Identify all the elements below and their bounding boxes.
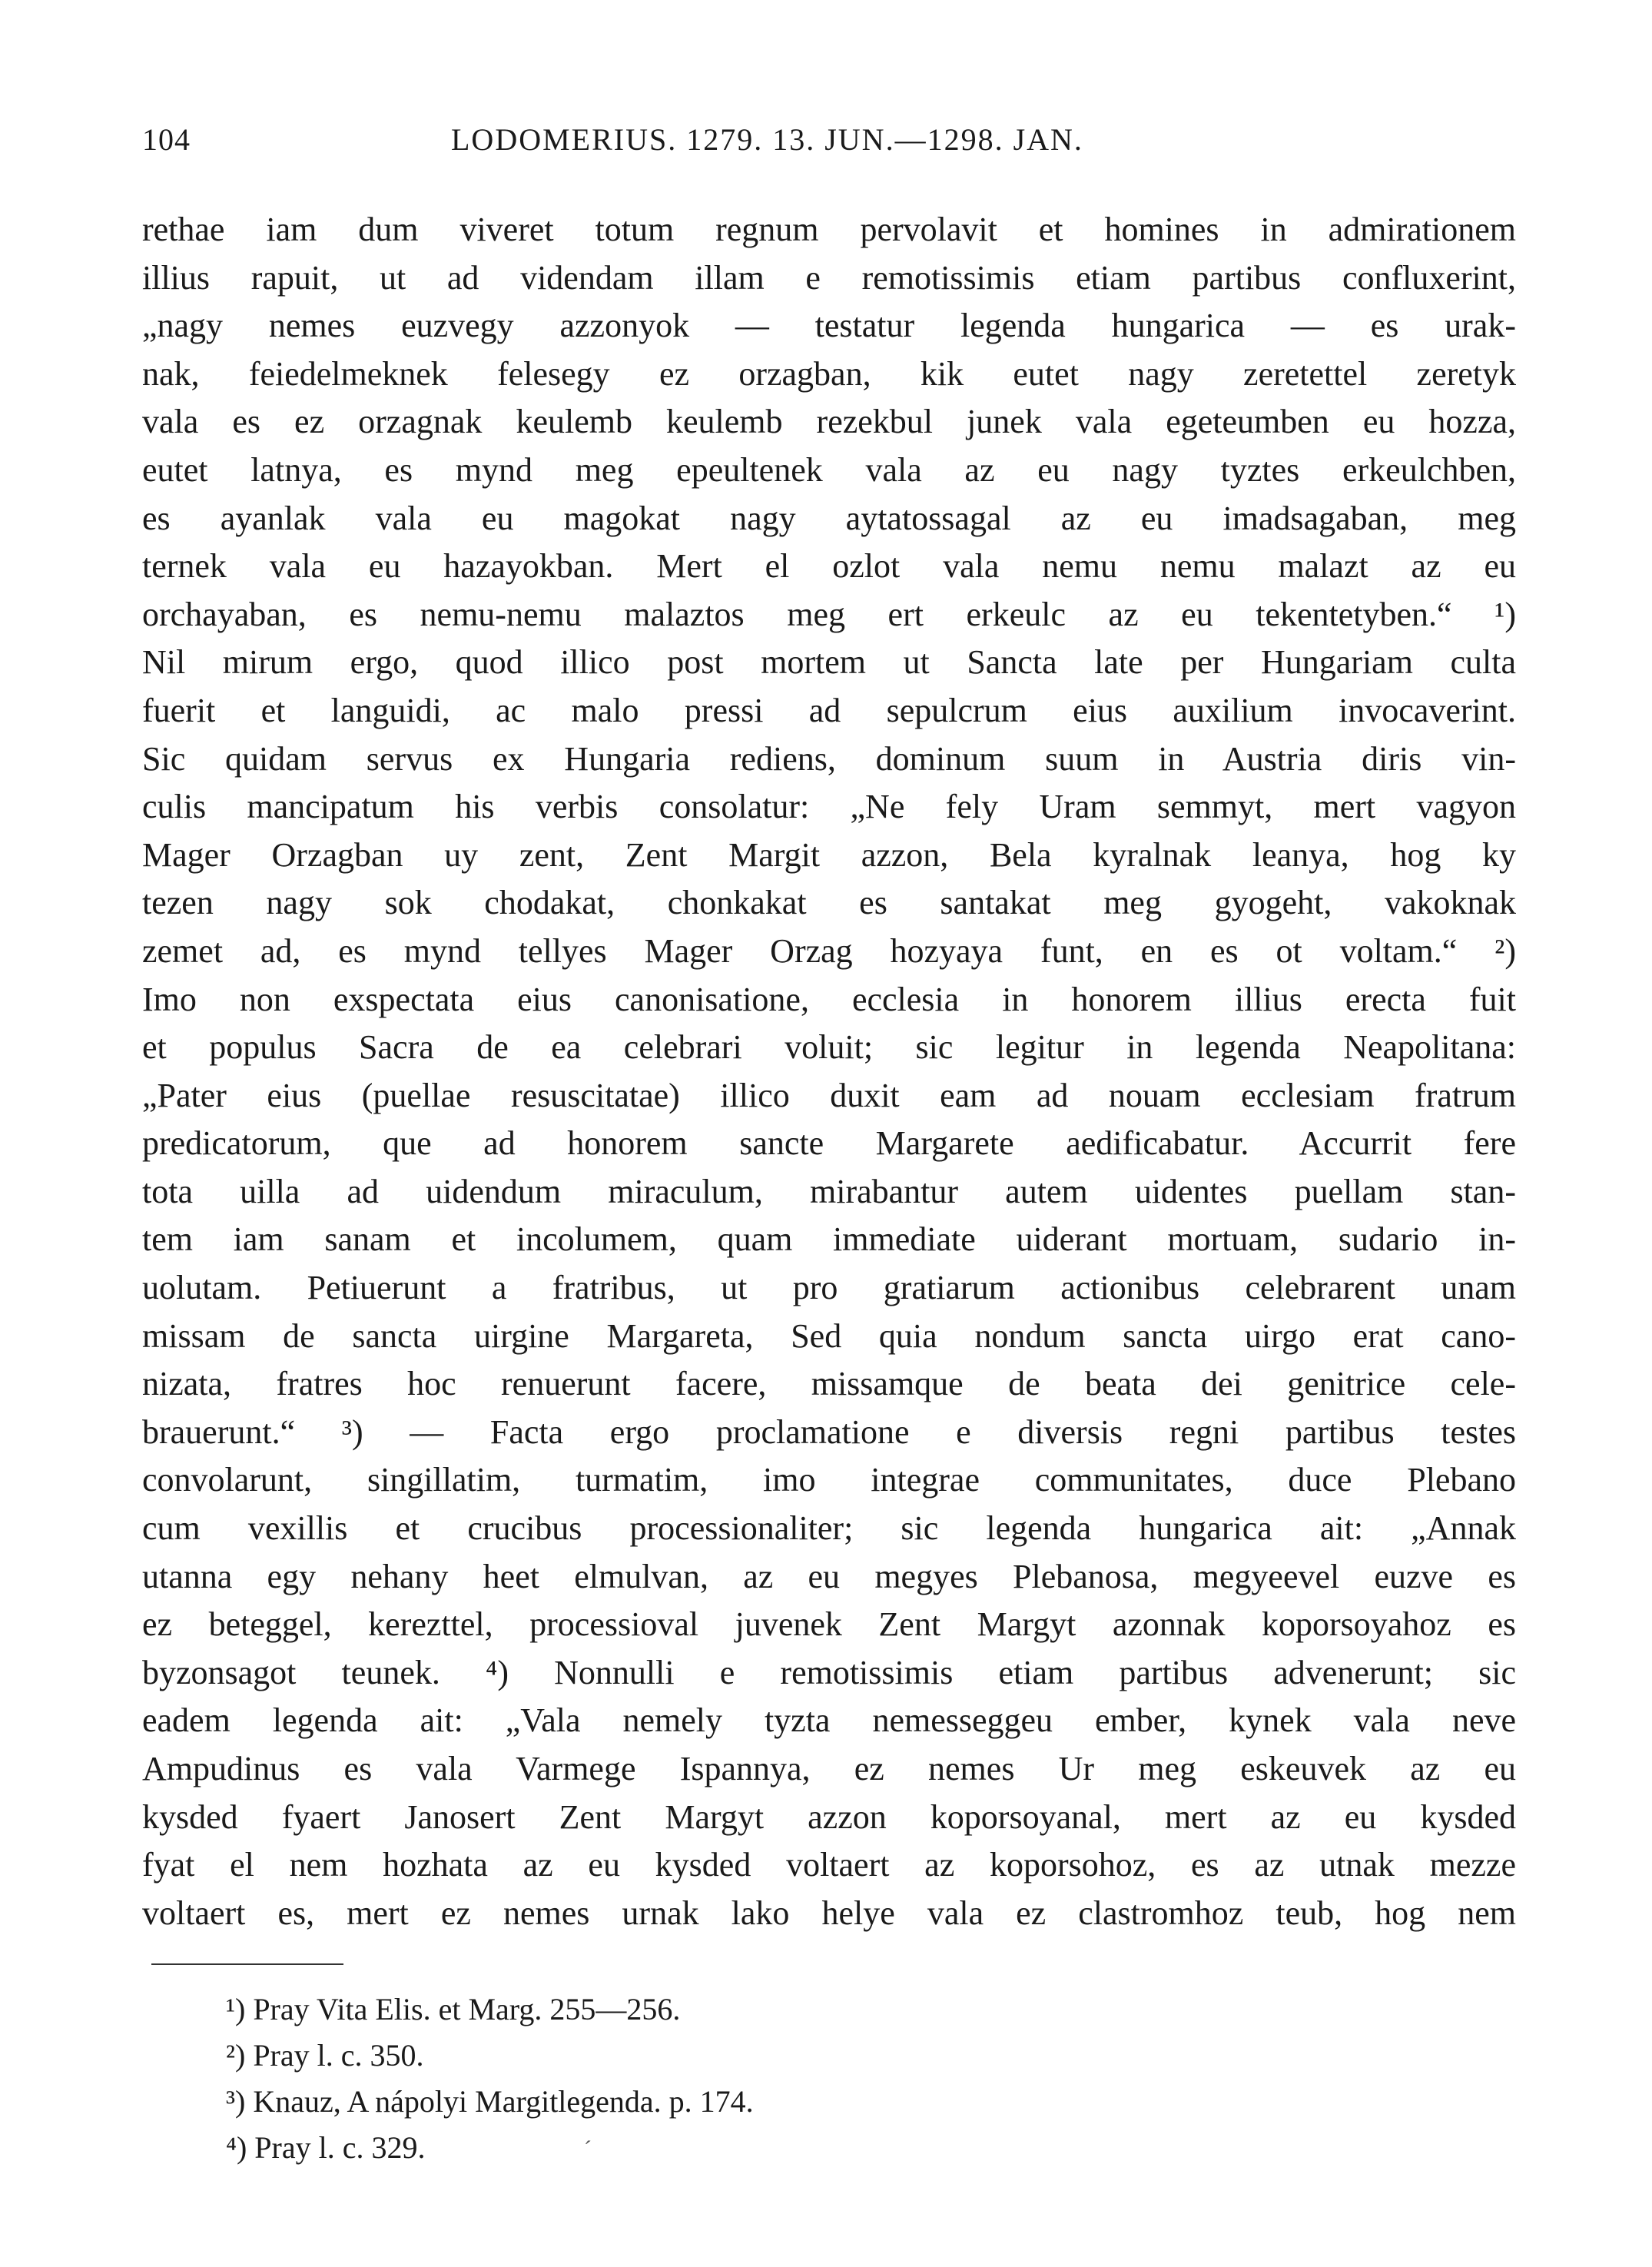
page-number: 104 [142, 122, 191, 157]
text-line: ternek vala eu hazayokban. Mert el ozlot vala nemu nemu malazt az eu [142, 547, 1516, 586]
text-line: Ampudinus es vala Varmege Ispannya, ez nemes Ur meg eskeuvek az eu [142, 1750, 1516, 1787]
text-line: uolutam. Petiuerunt a fratribus, ut pro gratiarum actionibus celebrarent unam [142, 1269, 1516, 1307]
footnote [226, 2125, 754, 2171]
text-line: convolarunt, singillatim, turmatim, imo integrae communitates, duce Plebano [142, 1461, 1516, 1499]
text-line: illius rapuit, ut ad videndam illam e remotissimis etiam partibus confluxerint, [142, 258, 1516, 297]
footnote-text: Knauz, A nápolyi Margitlegenda. p. 174. [253, 2084, 754, 2119]
text-line: cum vexillis et crucibus processionaliter; sic legenda hungarica ait: „Annak [142, 1509, 1516, 1548]
text-line: zemet ad, es mynd tellyes Mager Orzag hozyaya funt, en es ot voltam.“ ²) [142, 931, 1516, 970]
stray-mark: ˊ [584, 2136, 592, 2162]
text-line: nizata, fratres hoc renuerunt facere, missamque de beata dei genitrice cele- [142, 1365, 1516, 1403]
text-line: rethae iam dum viveret totum regnum pervolavit et homines in admirationem [142, 211, 1516, 248]
footnote-marker: ¹) [226, 1992, 246, 2026]
text-line: Sic quidam servus ex Hungaria rediens, dominum suum in Austria diris vin- [142, 739, 1516, 778]
text-line: Nil mirum ergo, quod illico post mortem ut Sancta late per Hungariam culta [142, 643, 1516, 682]
text-line: brauerunt.“ ³) — Facta ergo proclamatione e diversis regni partibus testes [142, 1412, 1516, 1451]
page-header [142, 121, 1516, 168]
text-line: tem iam sanam et incolumem, quam immediate uiderant mortuam, sudario in- [142, 1220, 1516, 1259]
text-line: predicatorum, que ad honorem sancte Margarete aedificabatur. Accurrit fere [142, 1124, 1516, 1163]
footnote [226, 2079, 754, 2125]
footnote-marker: ³) [226, 2084, 246, 2119]
body-text [142, 206, 1516, 1937]
text-line: et populus Sacra de ea celebrari voluit; sic legitur in legenda Neapolitana: [142, 1028, 1516, 1067]
text-line: „nagy nemes euzvegy azzonyok — testatur legenda hungarica — es urak- [142, 307, 1516, 345]
text-line: eutet latnya, es mynd meg epeultenek vala az eu nagy tyztes erkeulchben, [142, 450, 1516, 489]
text-line: Mager Orzagban uy zent, Zent Margit azzon, Bela kyralnak leanya, hog ky [142, 835, 1516, 874]
footnote-divider [151, 1963, 343, 1965]
footnotes [226, 1987, 754, 2171]
footnote [226, 1987, 754, 2033]
footnote-text: Pray l. c. 350. [253, 2038, 424, 2073]
text-line: vala es ez orzagnak keulemb keulemb rezekbul junek vala egeteumben eu hozza, [142, 403, 1516, 441]
footnote-marker: ²) [226, 2038, 246, 2073]
text-line: byzonsagot teunek. ⁴) Nonnulli e remotissimis etiam partibus advenerunt; sic [142, 1653, 1516, 1691]
text-line: Imo non exspectata eius canonisatione, ecclesia in honorem illius erecta fuit [142, 980, 1516, 1018]
text-line: „Pater eius (puellae resuscitatae) illico duxit eam ad nouam ecclesiam fratrum [142, 1076, 1516, 1114]
text-line: culis mancipatum his verbis consolatur: „Ne fely Uram semmyt, mert vagyon [142, 788, 1516, 826]
text-line: voltaert es, mert ez nemes urnak lako helye vala ez clastromhoz teub, hog nem [142, 1894, 1516, 1932]
footnote-text: Pray l. c. 329. [254, 2130, 426, 2165]
footnote-text: Pray Vita Elis. et Marg. 255—256. [253, 1992, 681, 2026]
text-line: kysded fyaert Janosert Zent Margyt azzon koporsoyanal, mert az eu kysded [142, 1797, 1516, 1836]
text-line: ez beteggel, kerezttel, processioval juvenek Zent Margyt azonnak koporsoyahoz es [142, 1605, 1516, 1644]
footnote-marker: ⁴) [226, 2130, 247, 2165]
text-line: nak, feiedelmeknek felesegy ez orzagban, kik eutet nagy zeretettel zeretyk [142, 354, 1516, 393]
text-line: eadem legenda ait: „Vala nemely tyzta nemesseggeu ember, kynek vala neve [142, 1701, 1516, 1740]
text-line: fyat el nem hozhata az eu kysded voltaert az koporsohoz, es az utnak mezze [142, 1846, 1516, 1884]
text-line: es ayanlak vala eu magokat nagy aytatossagal az eu imadsagaban, meg [142, 499, 1516, 537]
text-line: fuerit et languidi, ac malo pressi ad sepulcrum eius auxilium invocaverint. [142, 691, 1516, 729]
text-line: missam de sancta uirgine Margareta, Sed quia nondum sancta uirgo erat cano- [142, 1316, 1516, 1355]
text-line: orchayaban, es nemu-nemu malaztos meg ert erkeulc az eu tekentetyben.“ ¹) [142, 595, 1516, 633]
running-title: LODOMERIUS. 1279. 13. JUN.—1298. JAN. [451, 122, 1083, 157]
text-line: tota uilla ad uidendum miraculum, mirabantur autem uidentes puellam stan- [142, 1172, 1516, 1210]
text-line: tezen nagy sok chodakat, chonkakat es santakat meg gyogeht, vakoknak [142, 884, 1516, 922]
text-line: utanna egy nehany heet elmulvan, az eu megyes Plebanosa, megyeevel euzve es [142, 1557, 1516, 1595]
footnote [226, 2033, 754, 2079]
